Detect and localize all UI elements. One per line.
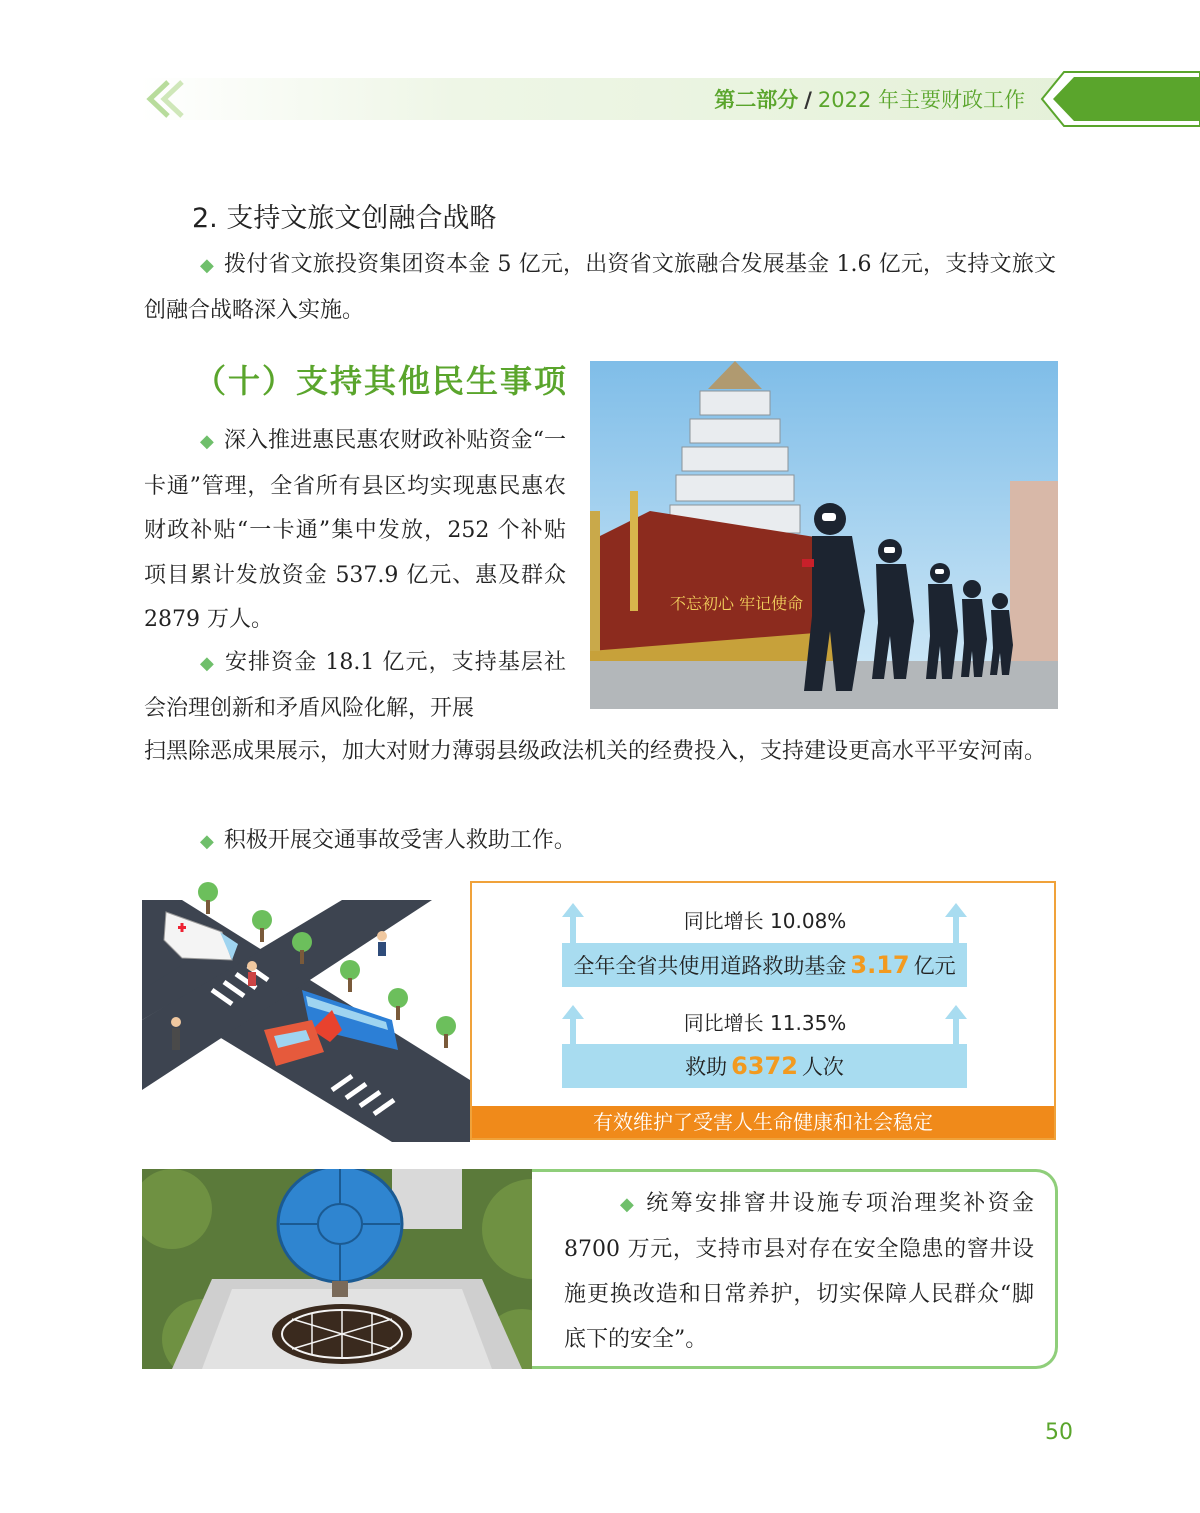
stats-footer-banner: 有效维护了受害人生命健康和社会稳定 bbox=[472, 1106, 1054, 1138]
chevron-left-icon bbox=[140, 78, 200, 120]
manhole-cover-photo bbox=[142, 1169, 562, 1369]
diamond-bullet-icon: ◆ bbox=[200, 255, 215, 276]
paragraph-traffic-aid: ◆ 积极开展交通事故受害人救助工作。 bbox=[200, 828, 576, 853]
paragraph-governance-a: ◆ 安排资金 18.1 亿元，支持基层社会治理创新和矛盾风险化解，开展 bbox=[144, 650, 566, 721]
section-title: （十）支持其他民生事项 bbox=[194, 362, 569, 400]
growth-rate-aid: 同比增长 11.35% bbox=[683, 1011, 847, 1035]
paragraph-one-card: ◆ 深入推进惠民惠农财政补贴资金“一卡通”管理，全省所有县区均实现惠民惠农财政补贴“一卡通”集中发放，252 个补贴项目累计发放资金 537.9 亿元、惠及群众 2879 万人。 bbox=[144, 428, 567, 632]
header-tab-shape bbox=[1040, 70, 1200, 128]
aid-count-band: 救助 6372 人次 bbox=[562, 1044, 967, 1088]
subsection-title: 2. 支持文旅文创融合战略 bbox=[192, 203, 497, 234]
growth-rate-fund: 同比增长 10.08% bbox=[683, 909, 847, 933]
diamond-bullet-icon: ◆ bbox=[200, 653, 215, 674]
paragraph-governance-b: 扫黑除恶成果展示，加大对财力薄弱县级政法机关的经费投入，支持建设更高水平平安河南。 bbox=[144, 739, 1047, 764]
banner-text: 不忘初心 牢记使命 bbox=[670, 594, 804, 613]
diamond-bullet-icon: ◆ bbox=[200, 431, 214, 452]
header-title: 第二部分 / 2022 年主要财政工作 bbox=[714, 88, 1025, 112]
fund-usage-band: 全年全省共使用道路救助基金 3.17 亿元 bbox=[562, 943, 967, 987]
paragraph-manhole: ◆ 统筹安排窨井设施专项治理奖补资金 8700 万元，支持市县对存在安全隐患的窨井设施更换改造和日常养护，切实保障人民群众“脚底下的安全”。 bbox=[564, 1191, 1034, 1352]
traffic-accident-illustration bbox=[142, 880, 470, 1142]
road-aid-stats-panel bbox=[470, 881, 1056, 1140]
diamond-bullet-icon: ◆ bbox=[620, 1194, 637, 1215]
paragraph-culture: ◆ 拨付省文旅投资集团资本金 5 亿元，出资省文旅融合发展基金 1.6 亿元，支持文旅文创融合战略深入实施。 bbox=[144, 252, 1057, 323]
diamond-bullet-icon: ◆ bbox=[200, 831, 214, 852]
page-number: 50 bbox=[1045, 1420, 1073, 1445]
police-patrol-photo bbox=[590, 361, 1058, 709]
